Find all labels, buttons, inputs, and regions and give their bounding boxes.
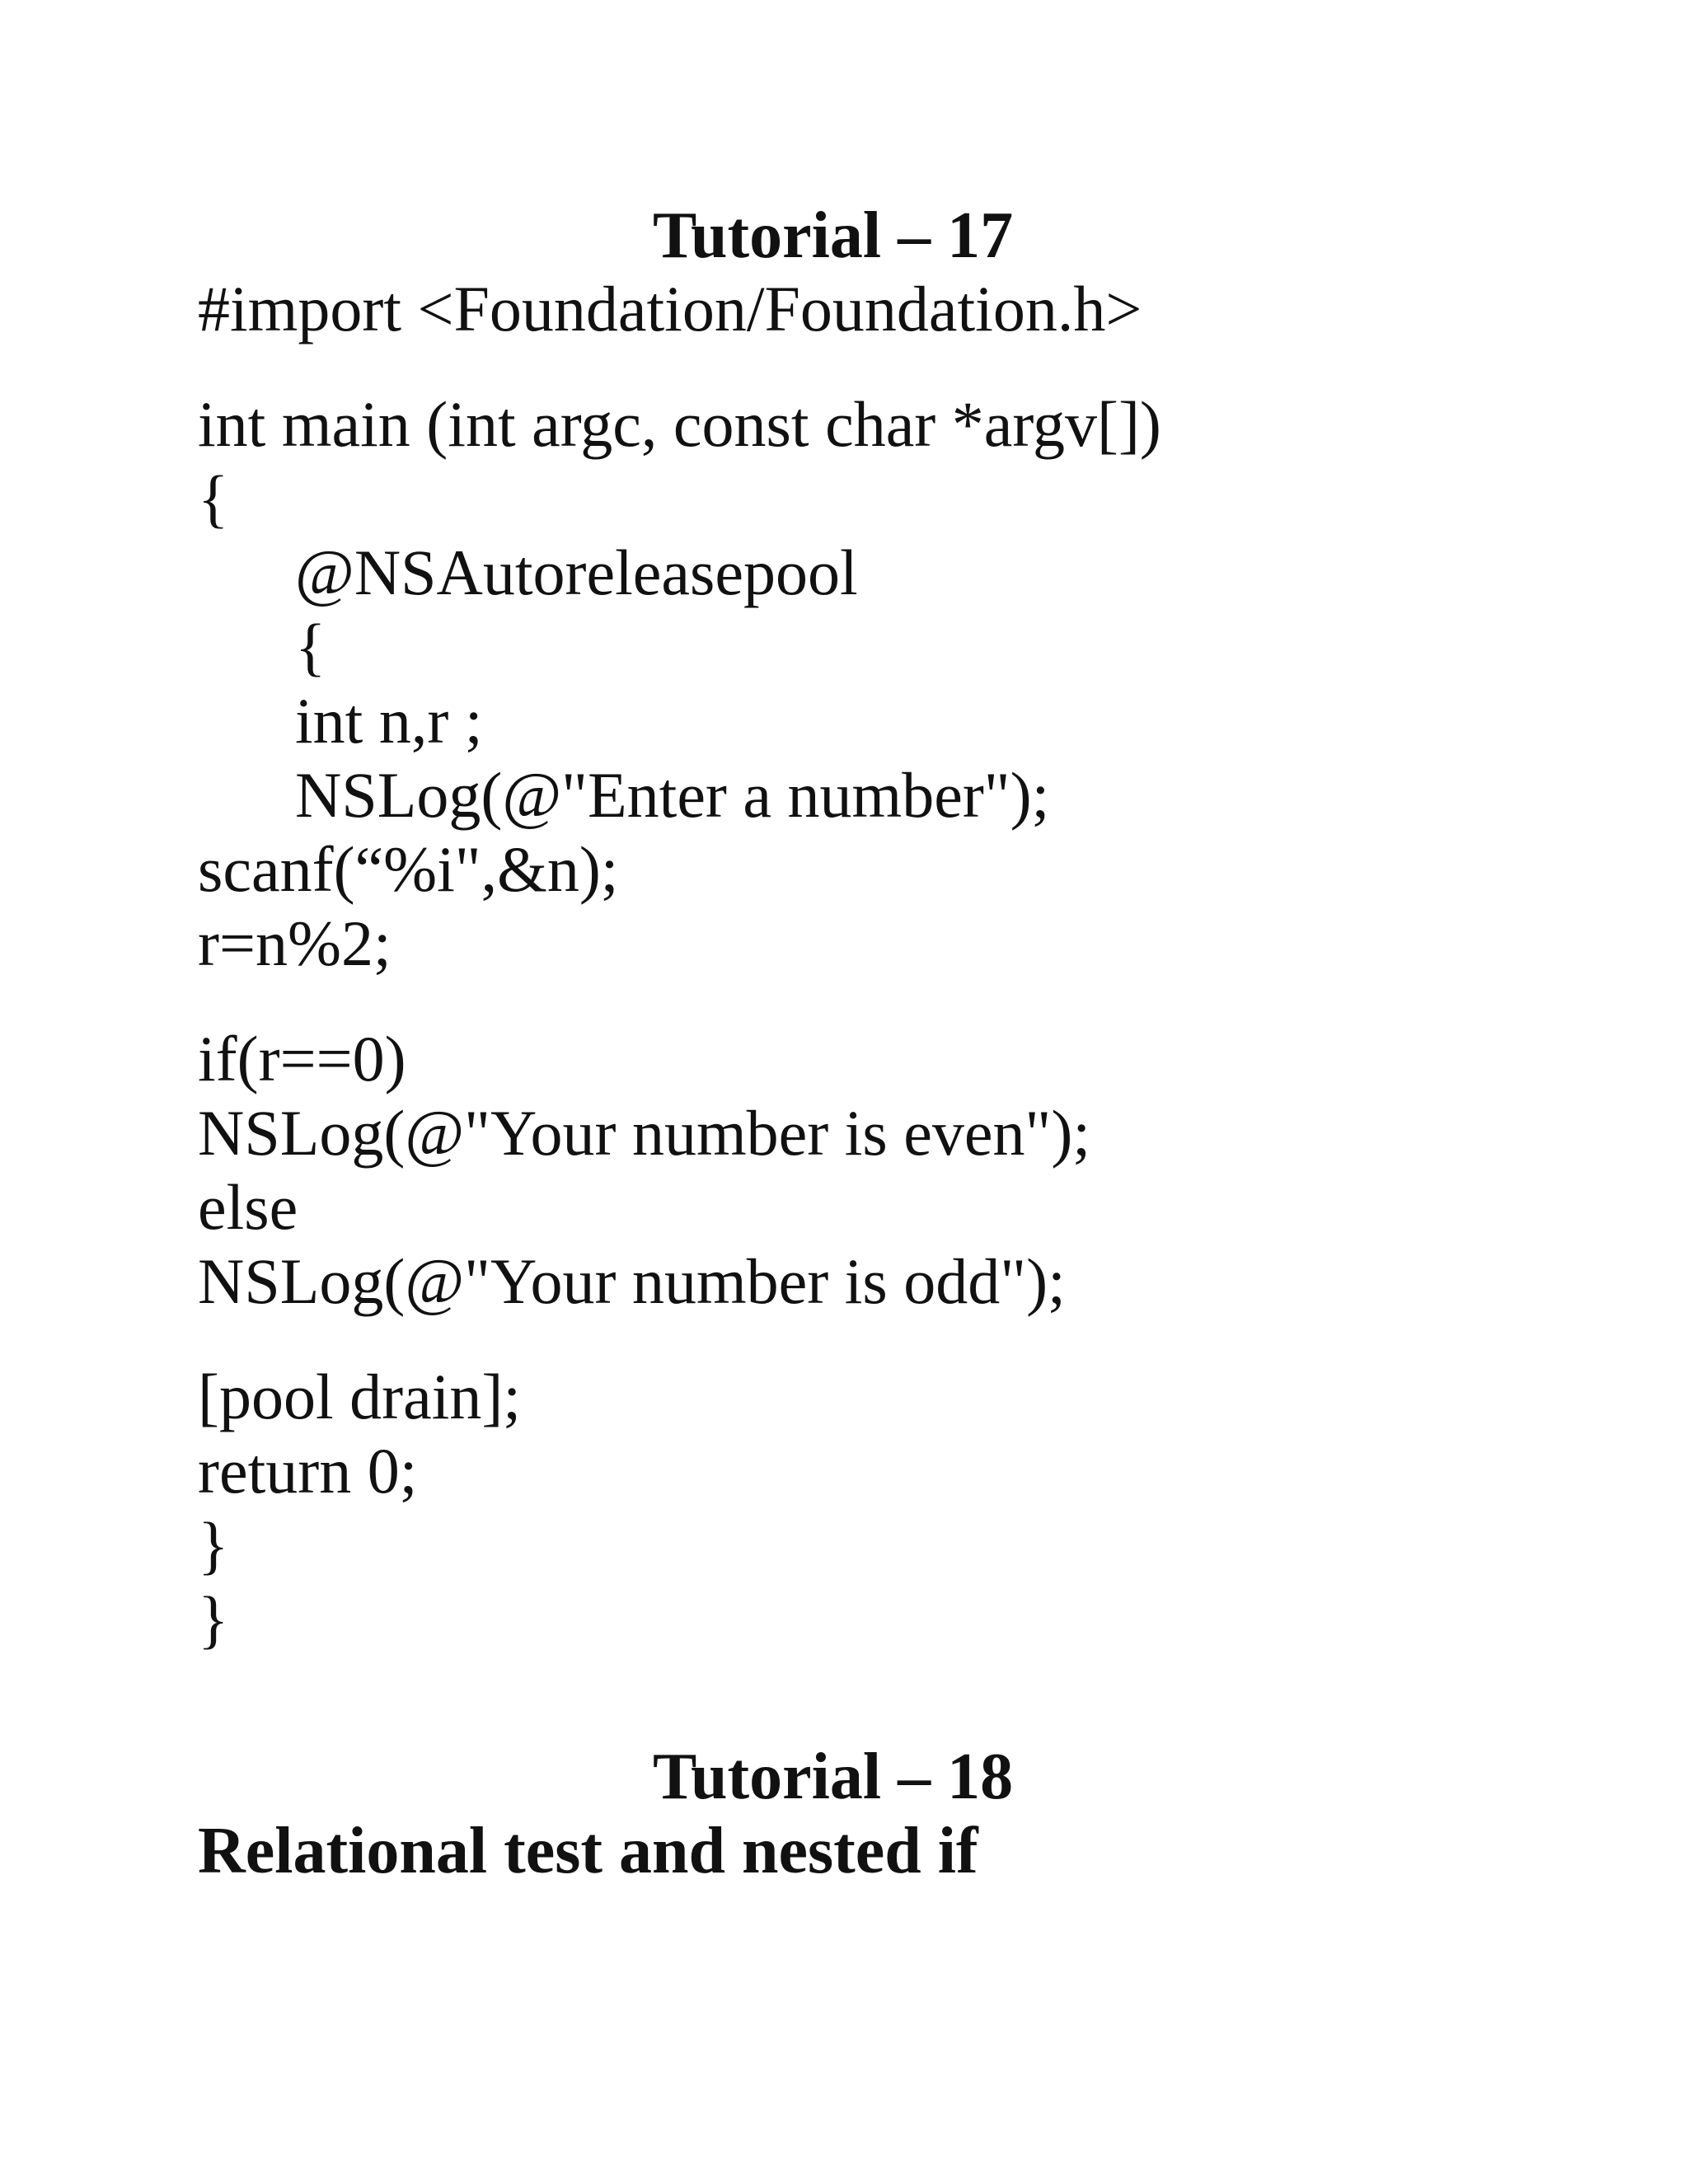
code-line-pool-drain: [pool drain]; [198, 1361, 522, 1432]
code-line-import: #import <Foundation/Foundation.h> [198, 273, 1142, 344]
code-line-scanf: scanf(“%i",&n); [198, 833, 619, 905]
code-line-nslog-enter: NSLog(@"Enter a number"); [295, 759, 1050, 831]
code-line-open-brace: { [198, 462, 229, 534]
code-line-pool-open-brace: { [295, 611, 326, 682]
code-line-close-brace-inner: } [198, 1509, 229, 1581]
code-line-autoreleasepool: @NSAutoreleasepool [295, 537, 858, 608]
code-line-modulo: r=n%2; [198, 907, 392, 979]
tutorial-17-heading: Tutorial – 17 [653, 199, 1014, 272]
tutorial-18-subheading: Relational test and nested if [198, 1815, 978, 1887]
code-line-if: if(r==0) [198, 1023, 406, 1094]
code-line-return: return 0; [198, 1435, 418, 1507]
code-line-nslog-odd: NSLog(@"Your number is odd"); [198, 1245, 1066, 1317]
code-line-nslog-even: NSLog(@"Your number is even"); [198, 1097, 1091, 1169]
code-line-close-brace-outer: } [198, 1583, 229, 1655]
code-line-else: else [198, 1171, 298, 1243]
code-line-main-signature: int main (int argc, const char *argv[]) [198, 388, 1161, 460]
tutorial-18-heading: Tutorial – 18 [653, 1741, 1014, 1813]
code-line-declare-vars: int n,r ; [295, 685, 483, 757]
